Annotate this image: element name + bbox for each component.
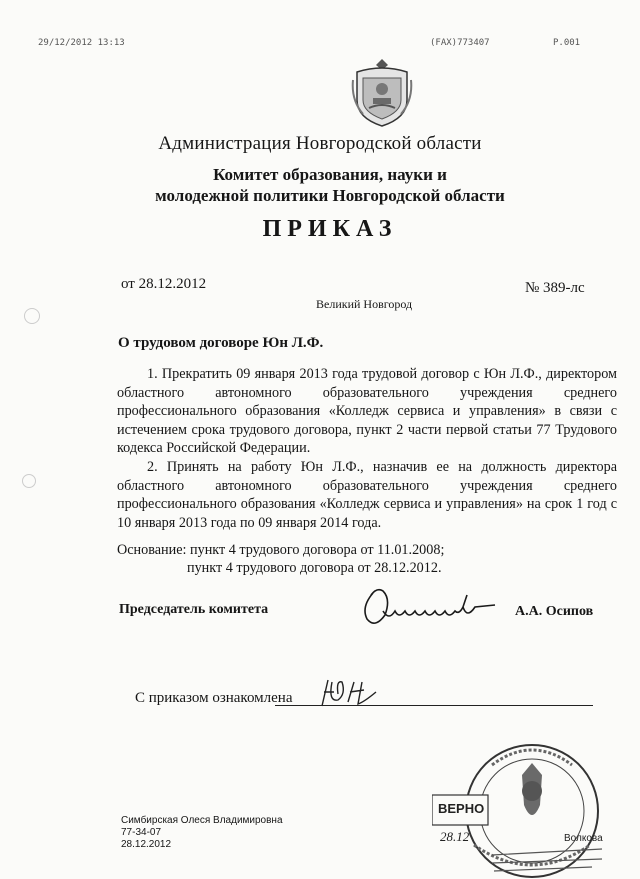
order-date: от 28.12.2012 <box>121 276 207 292</box>
stamp-date: 28.12 <box>440 829 470 844</box>
chairman-signature <box>355 585 500 633</box>
basis-line-1: Основание: пункт 4 трудового договора от 11.01.2008; <box>117 542 445 558</box>
acquaintance-signature <box>318 672 380 710</box>
punch-hole-mark <box>24 308 40 324</box>
stamp-name: Волкова <box>564 833 603 844</box>
paragraph-1: 1. Прекратить 09 января 2013 года трудовой договор с Юн Л.Ф., директором областного автономного образовательного учреждения среднего профессионального образования «Колледж сервиса и управления» в связи с истечением срока трудового договора, пункт 2 части первой статьи 77 Трудового кодекса Российской Федерации. <box>117 366 617 457</box>
footer-executor <box>121 815 283 851</box>
executor-date: 28.12.2012 <box>121 839 172 850</box>
committee-line-2: молодежной политики Новгородской области <box>155 186 505 205</box>
executor-name: Симбирская Олеся Владимировна <box>121 815 283 826</box>
administration-title: Администрация Новгородской области <box>158 133 482 154</box>
committee-title <box>10 164 640 206</box>
order-body <box>117 365 617 532</box>
paragraph-2: 2. Принять на работу Юн Л.Ф., назначив ее на должность директора областного автономного образовательного учреждения среднего профессионального образования «Колледж сервиса и управления» на срок 1 год с 10 января 2013 года по 09 января 2014 года. <box>117 458 617 531</box>
fax-number: (FAX)773407 <box>430 38 490 48</box>
signatory-title: Председатель комитета <box>119 602 269 617</box>
fax-page: P.001 <box>553 38 581 48</box>
document-type-title: ПРИКАЗ <box>262 216 398 242</box>
basis-block <box>117 541 444 577</box>
stamp-verified: ВЕРНО <box>438 801 485 816</box>
committee-line-1: Комитет образования, науки и <box>213 165 447 184</box>
coat-of-arms-emblem <box>351 56 413 128</box>
basis-line-2: пункт 4 трудового договора от 28.12.2012. <box>187 560 442 576</box>
order-number: № 389-лс <box>525 280 585 296</box>
punch-hole-mark <box>22 474 36 488</box>
fax-datetime: 29/12/2012 13:13 <box>38 38 125 48</box>
signatory-name: А.А. Осипов <box>515 604 594 619</box>
executor-phone: 77-34-07 <box>121 827 162 838</box>
order-city: Великий Новгород <box>316 297 413 311</box>
order-subject: О трудовом договоре Юн Л.Ф. <box>118 335 324 351</box>
acquaintance-label: С приказом ознакомлена <box>135 690 293 706</box>
official-stamp <box>432 735 612 879</box>
